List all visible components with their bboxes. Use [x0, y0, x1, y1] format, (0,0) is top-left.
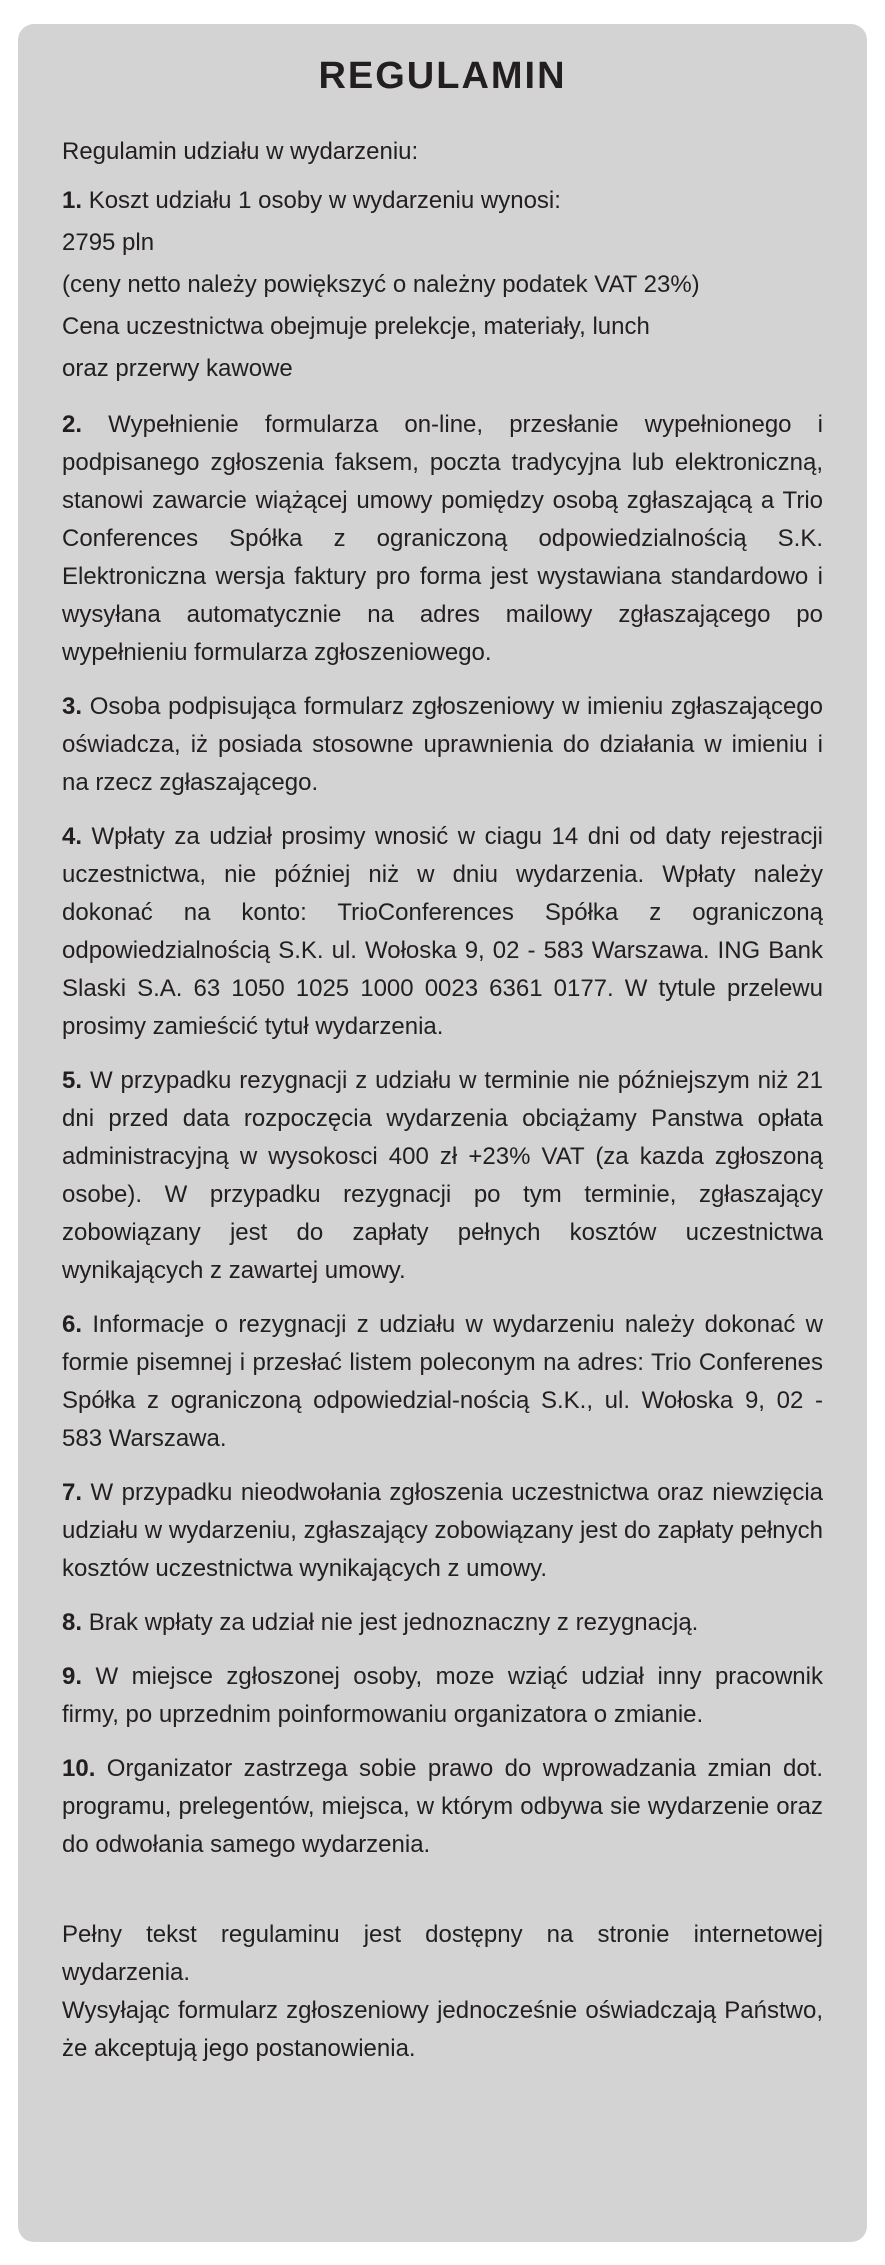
item-text: 2795 pln — [62, 228, 155, 256]
regulation-item-2 — [62, 406, 823, 672]
item-number: 9. — [62, 1662, 83, 1690]
item-text: Koszt udziału 1 osoby w wydarzeniu wynosi: — [88, 186, 561, 214]
item-text: Informacje o rezygnacji z udziału w wydarzeniu należy dokonać w formie pisemnej i przesłać listem poleconym na adres: Trio Conferenes Spółka z ograniczoną odpowiedzial-nością S.K., ul. Wołoska 9, 02 - 583 Warszawa. — [62, 1310, 823, 1452]
item-number: 3. — [62, 692, 83, 720]
item-number: 1. — [62, 186, 83, 214]
footer-line-2: Wysyłając formularz zgłoszeniowy jednocześnie oświadczają Państwo, że akceptują jego postanowienia. — [62, 1996, 823, 2062]
regulation-item-6 — [62, 1306, 823, 1458]
regulation-item-9 — [62, 1658, 823, 1734]
regulations-panel — [18, 24, 867, 2242]
item-number: 10. — [62, 1754, 96, 1782]
item-number: 2. — [62, 410, 83, 438]
item-text: W miejsce zgłoszonej osoby, moze wziąć udział inny pracownik firmy, po uprzednim poinformowaniu organizatora o zmianie. — [62, 1662, 823, 1728]
regulation-item-5 — [62, 1062, 823, 1290]
regulation-item-4 — [62, 818, 823, 1046]
regulation-item-1 — [62, 180, 823, 390]
item-number: 8. — [62, 1608, 83, 1636]
item-text: Osoba podpisująca formularz zgłoszeniowy w imieniu zgłaszającego oświadcza, iż posiada stosowne uprawnienia do działania w imieniu i na rzecz zgłaszającego. — [62, 692, 824, 796]
item-number: 5. — [62, 1066, 83, 1094]
regulation-item-3 — [62, 688, 823, 802]
item-number: 4. — [62, 822, 83, 850]
item-text: oraz przerwy kawowe — [62, 354, 293, 382]
item-text: W przypadku rezygnacji z udziału w terminie nie późniejszym niż 21 dni przed data rozpoczęcia wydarzenia obciążamy Panstwa opłata administracyjną w wysokosci 400 zł +23% VAT (za kazda zgłoszoną osobe). W przypadku rezygnacji po tym terminie, zgłaszający zobowiązany jest do zapłaty pełnych kosztów uczestnictwa wynikających z zawartej umowy. — [62, 1066, 824, 1284]
item-text: Brak wpłaty za udział nie jest jednoznaczny z rezygnacją. — [88, 1608, 699, 1636]
item-number: 7. — [62, 1478, 83, 1506]
regulation-item-7 — [62, 1474, 823, 1588]
item-number: 6. — [62, 1310, 83, 1338]
page-title: REGULAMIN — [318, 55, 567, 97]
regulation-item-8 — [62, 1604, 823, 1642]
item-text: Cena uczestnictwa obejmuje prelekcje, materiały, lunch — [62, 312, 650, 340]
item-text: Wpłaty za udział prosimy wnosić w ciagu 14 dni od daty rejestracji uczestnictwa, nie później niż w dniu wydarzenia. Wpłaty należy dokonać na konto: TrioConferences Spółka z ograniczoną odpowiedzialnością S.K. ul. Wołoska 9, 02 - 583 Warszawa. ING Bank Slaski S.A. 63 1050 1025 1000 0023 6361 0177. W tytule przelewu prosimy zamieścić tytuł wydarzenia. — [62, 822, 823, 1040]
item-text: W przypadku nieodwołania zgłoszenia uczestnictwa oraz niewzięcia udziału w wydarzeniu, zgłaszający zobowiązany jest do zapłaty pełnych kosztów uczestnictwa wynikających z umowy. — [62, 1478, 824, 1582]
footer-note — [62, 1916, 823, 2068]
footer-line-1: Pełny tekst regulaminu jest dostępny na stronie internetowej wydarzenia. — [62, 1920, 823, 1986]
item-text: Organizator zastrzega sobie prawo do wprowadzania zmian dot. programu, prelegentów, miejsca, w którym odbywa sie wydarzenie oraz do odwołania samego wydarzenia. — [62, 1754, 824, 1858]
item-text: Wypełnienie formularza on-line, przesłanie wypełnionego i podpisanego zgłoszenia faksem, poczta tradycyjna lub elektroniczną, stanowi zawarcie wiążącej umowy pomiędzy osobą zgłaszającą a Trio Conferences Spółka z ograniczoną odpowiedzialnością S.K. Elektroniczna wersja faktury pro forma jest wystawiana standardowo i wysyłana automatycznie na adres mailowy zgłaszającego po wypełnieniu formularza zgłoszeniowego. — [62, 410, 824, 666]
intro-text: Regulamin udziału w wydarzeniu: — [62, 137, 419, 165]
item-text: (ceny netto należy powiększyć o należny podatek VAT 23%) — [62, 270, 700, 298]
regulation-item-10 — [62, 1750, 823, 1864]
